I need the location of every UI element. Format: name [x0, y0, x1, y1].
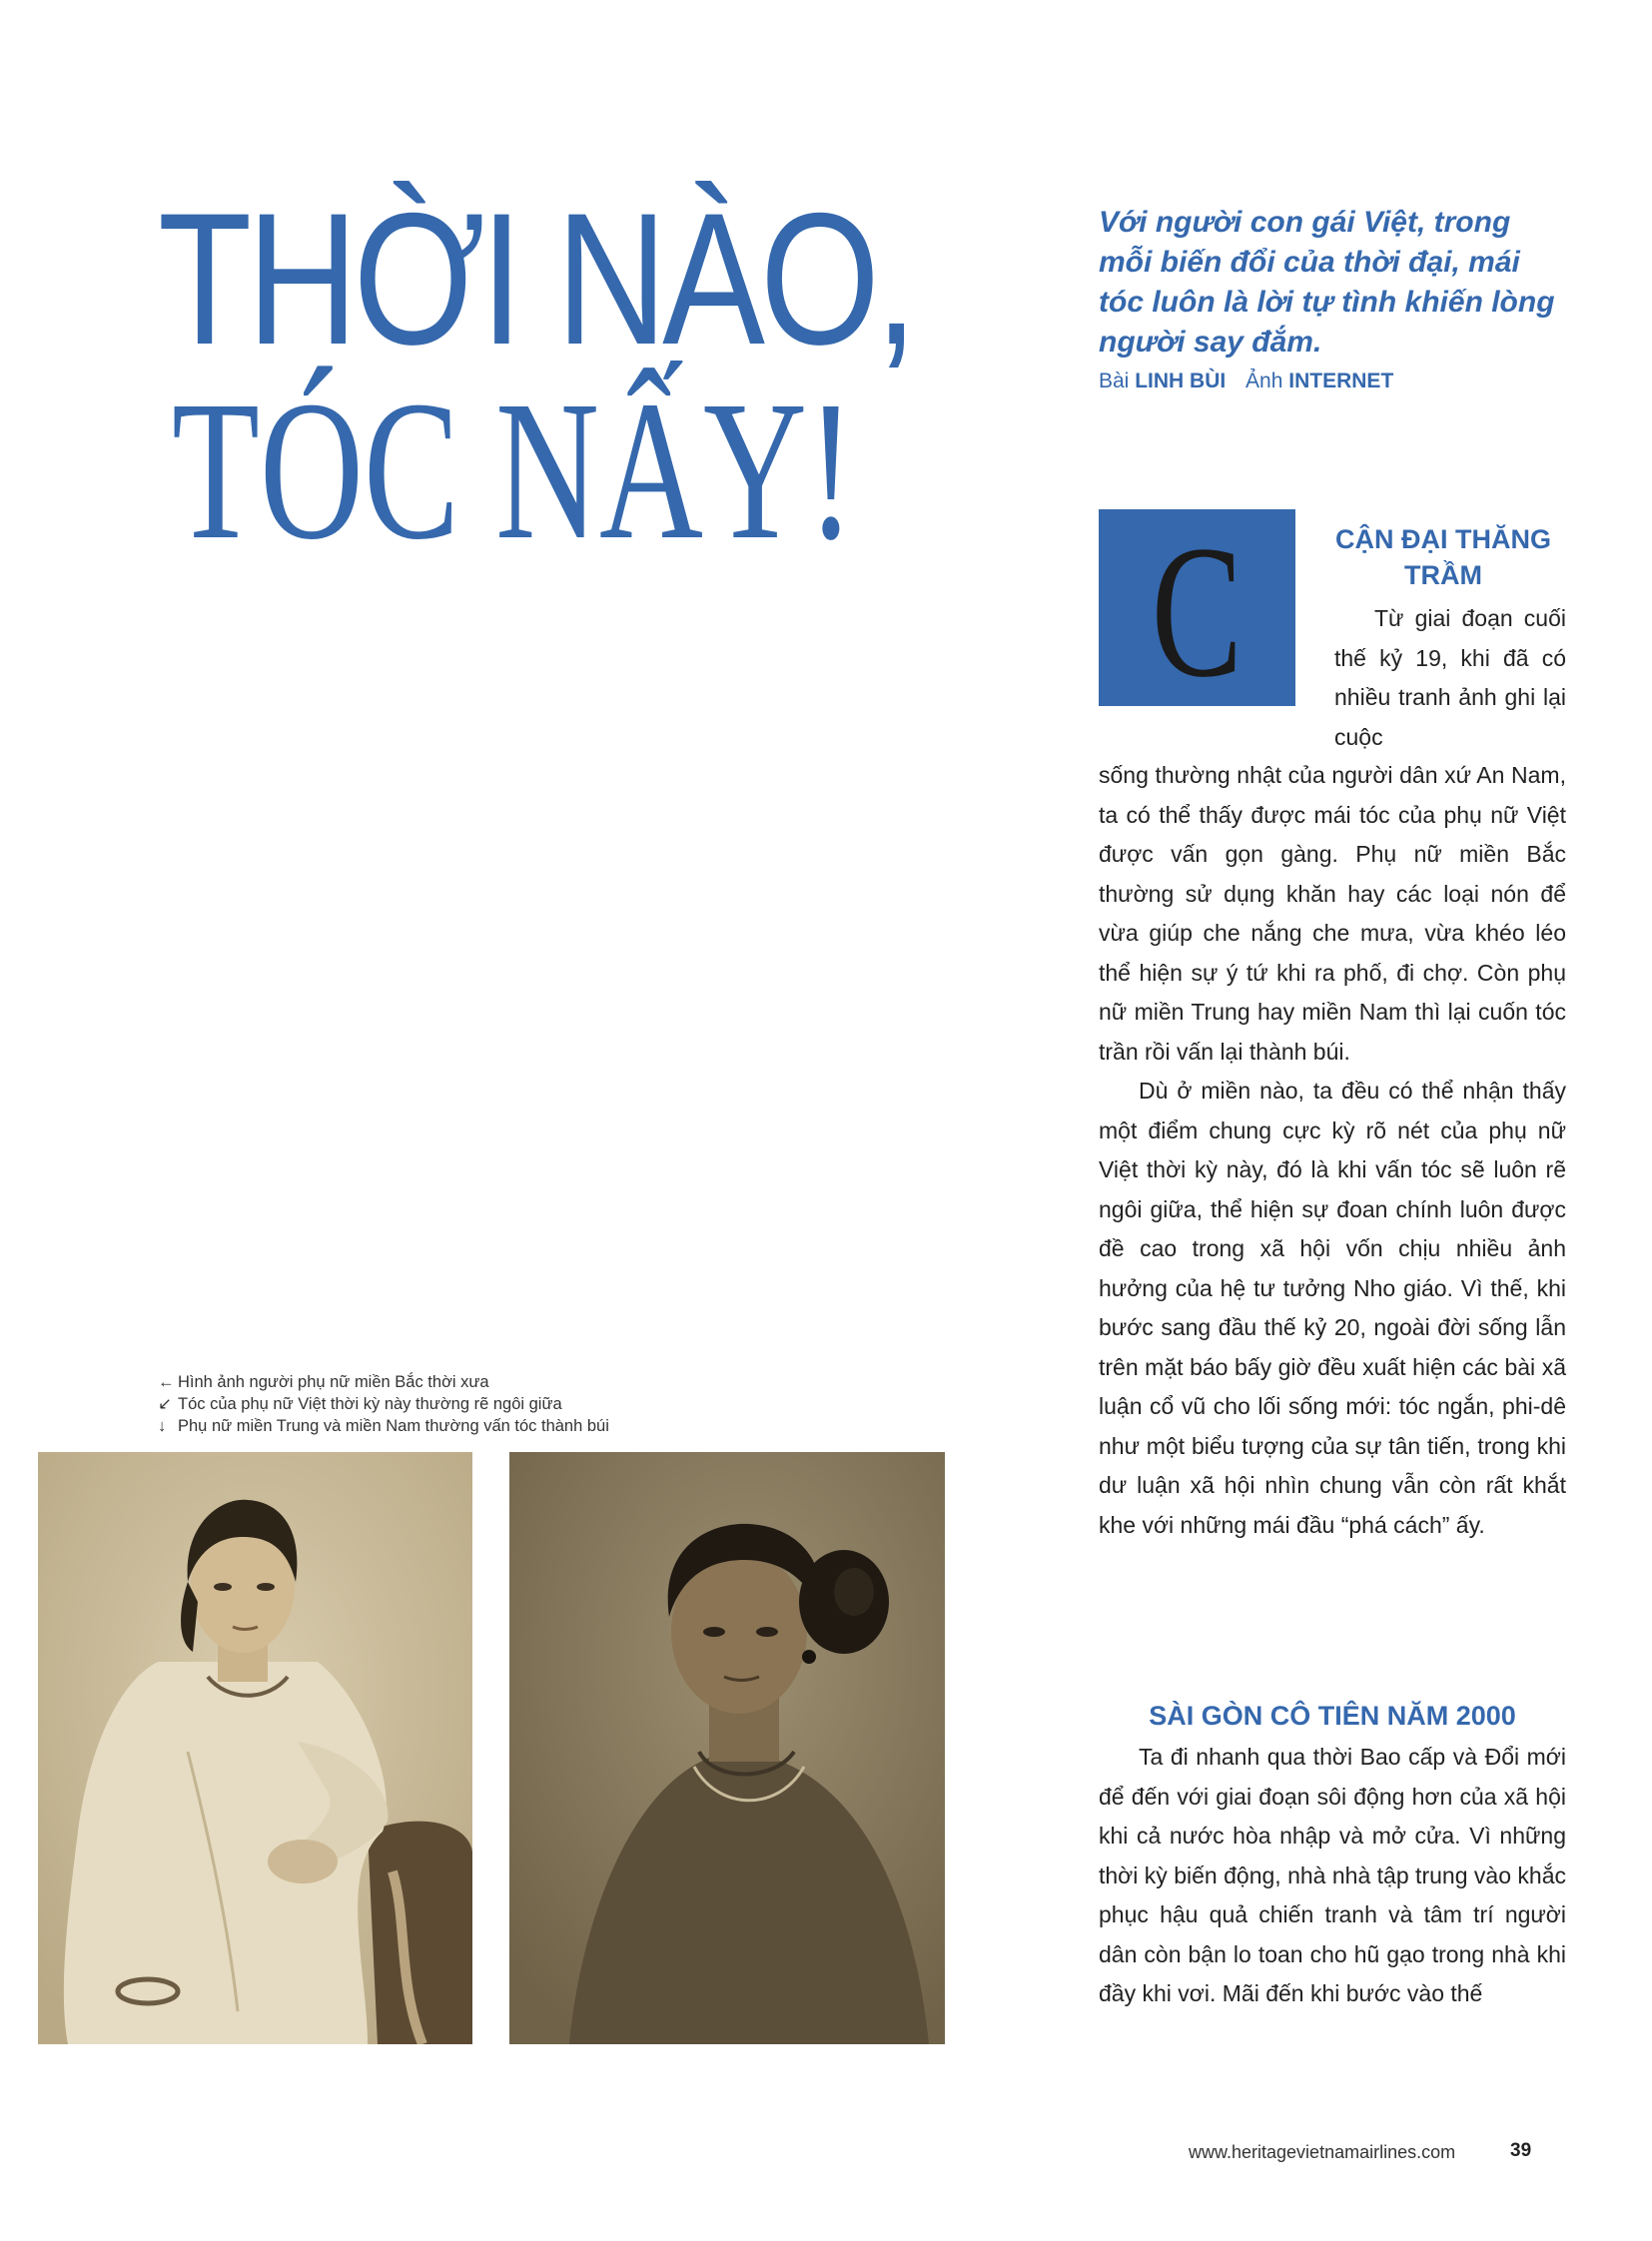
arrow-left-icon: ←: [158, 1373, 175, 1391]
portrait-illustration-2: [509, 1452, 945, 2044]
byline-text-label: Bài: [1099, 370, 1130, 392]
drop-cap-box: [1099, 506, 1295, 717]
byline-photo-source: INTERNET: [1288, 370, 1394, 392]
byline-photo-label: Ảnh: [1245, 370, 1283, 392]
section-1-paragraph-1-start: Từ giai đoạn cuối thế kỷ 19, khi đã có nhiều tranh ảnh ghi lại cuộc: [1334, 605, 1566, 750]
photo-northern-woman: [38, 1452, 472, 2044]
lead-paragraph: Với người con gái Việt, trong mỗi biến đổi của thời đại, mái tóc luôn là lời tự tình khiến lòng người say đắm.: [1099, 206, 1555, 359]
arrow-down-icon: ↓: [158, 1417, 167, 1435]
section-1-paragraph-2: Dù ở miền nào, ta đều có thể nhận thấy một điểm chung cực kỳ rõ nét của phụ nữ Việt thời kỳ này, đó là khi vấn tóc sẽ luôn rẽ ngôi giữa, thể hiện sự đoan chính luôn được đề cao trong xã hội vốn chịu nhiều ảnh hưởng của hệ tư tưởng Nho giáo. Vì thế, khi bước sang đầu thế kỷ 20, ngoài đời sống lẫn trên mặt báo bấy giờ đều xuất hiện các bài xã luận cổ vũ cho lối sống mới: tóc ngắn, phi-dê như một biểu tượng của sự tân tiến, trong khi dư luận xã hội nhìn chung vẫn còn rất khắt khe với những mái đầu “phá cách” ấy.: [1099, 1078, 1566, 1538]
photo-captions: [158, 1371, 609, 1437]
portrait-illustration-1: [38, 1452, 472, 2044]
headline-line-1: THỜI NÀO,: [158, 174, 913, 383]
arrow-down-left-icon: ↙: [158, 1395, 172, 1413]
section-1-body: [1099, 756, 1566, 1545]
caption-text: Tóc của phụ nữ Việt thời kỳ này thường rẽ ngôi giữa: [178, 1395, 562, 1413]
caption-item: [158, 1393, 609, 1415]
byline-author: LINH BÙI: [1135, 370, 1227, 392]
section-2-heading: SÀI GÒN CÔ TIÊN NĂM 2000: [1149, 1701, 1516, 1731]
caption-text: Phụ nữ miền Trung và miền Nam thường vấn tóc thành búi: [178, 1417, 609, 1435]
byline: [1099, 370, 1393, 393]
section-1-paragraph-1-rest: sống thường nhật của người dân xứ An Nam, ta có thể thấy được mái tóc của phụ nữ Việt được vấn gọn gàng. Phụ nữ miền Bắc thường sử dụng khăn hay các loại nón để vừa giúp che nắng che mưa, vừa khéo léo thể hiện sự ý tứ khi ra phố, đi chợ. Còn phụ nữ miền Trung hay miền Nam thì lại cuốn tóc trần rồi vấn lại thành búi.: [1099, 762, 1566, 1065]
photo-southern-woman: [509, 1452, 945, 2044]
caption-text: Hình ảnh người phụ nữ miền Bắc thời xưa: [178, 1373, 489, 1391]
section-2-paragraph-1: Ta đi nhanh qua thời Bao cấp và Đổi mới để đến với giai đoạn sôi động hơn của xã hội khi cả nước hòa nhập và mở cửa. Vì những thời kỳ biến động, nhà nhà tập trung vào khắc phục hậu quả chiến tranh và tâm trí người dân còn bận lo toan cho hũ gạo trong nhà khi đầy khi vơi. Mãi đến khi bước vào thế: [1099, 1744, 1566, 2006]
drop-cap-letter: C: [1151, 506, 1243, 717]
footer-website: www.heritagevietnamairlines.com: [1189, 2142, 1456, 2162]
caption-item: [158, 1415, 609, 1437]
section-1-heading: CẬN ĐẠI THĂNG TRẦM: [1335, 524, 1551, 590]
headline-line-2: TÓC NẤY!: [172, 361, 855, 581]
caption-item: [158, 1371, 609, 1393]
section-2-body: [1099, 1738, 1566, 2014]
page-number: 39: [1510, 2140, 1532, 2161]
